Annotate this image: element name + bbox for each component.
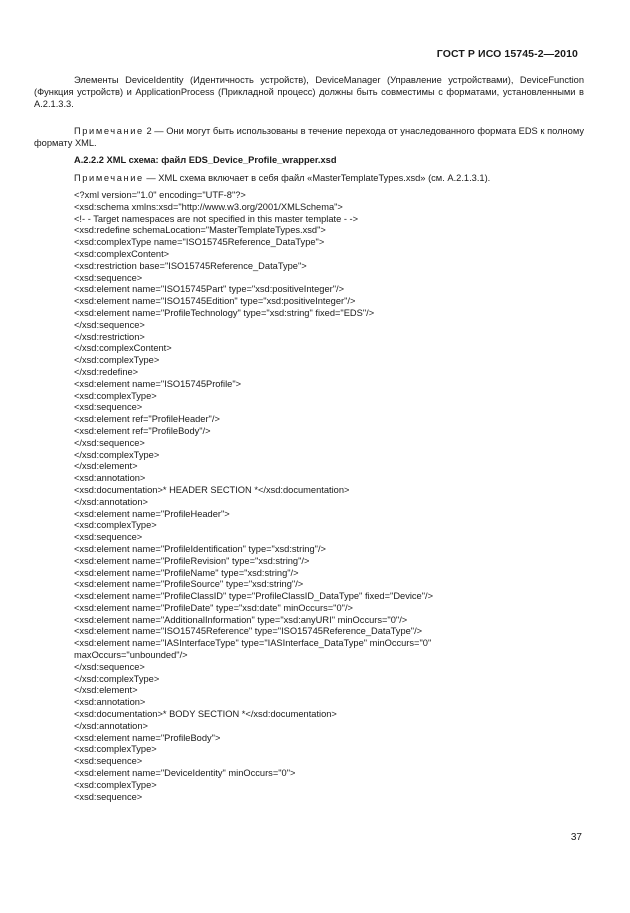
code-line: <xsd:element name="ProfileBody"> [74, 732, 221, 743]
code-line: <xsd:element ref="ProfileBody"/> [74, 425, 211, 436]
code-line: <xsd:restriction base="ISO15745Reference_DataType"> [74, 260, 307, 271]
code-line: <xsd:sequence> [74, 272, 143, 283]
note-1-label: Примечание [74, 126, 144, 136]
code-line: <xsd:element name="ProfileTechnology" type="xsd:string" fixed="EDS"/> [74, 307, 375, 318]
code-line: <xsd:schema xmlns:xsd="http://www.w3.org/2001/XMLSchema"> [74, 201, 343, 212]
code-line: <xsd:complexType> [74, 744, 157, 755]
code-line: <xsd:element name="IASInterfaceType" type="IASInterface_DataType" minOccurs="0" [74, 638, 432, 649]
code-line: <!- - Target namespaces are not specified in this master template - -> [74, 213, 359, 224]
code-line: <xsd:element name="ProfileName" type="xsd:string"/> [74, 567, 299, 578]
code-line: </xsd:sequence> [74, 661, 145, 672]
code-line: <xsd:element name="ProfileDate" type="xsd:date" minOccurs="0"/> [74, 602, 353, 613]
code-line: </xsd:complexType> [74, 449, 160, 460]
code-line: </xsd:sequence> [74, 319, 145, 330]
paragraph-1-text: Элементы DeviceIdentity (Идентичность устройств), DeviceManager (Управление устройствами), DeviceFunction (Функция устройств) и ApplicationProcess (Прикладной процесс) должны быть совместимы с форматами, установленными в А.2.1.3.3. [34, 75, 584, 110]
code-line: <xsd:element name="ProfileClassID" type="ProfileClassID_DataType" fixed="Device"/> [74, 591, 434, 602]
page-number: 37 [570, 832, 582, 843]
code-line: <xsd:element name="ProfileHeader"> [74, 508, 230, 519]
code-line: </xsd:restriction> [74, 331, 145, 342]
note-2 [74, 173, 490, 183]
note-1-text: 2 — Они могут быть использованы в течение перехода от унаследованного формата EDS к полному формату XML. [34, 126, 584, 149]
document-header: ГОСТ Р ИСО 15745-2—2010 [436, 48, 578, 60]
code-line: <xsd:element name="ProfileIdentification" type="xsd:string"/> [74, 543, 326, 554]
code-line: <xsd:element name="ISO15745Part" type="xsd:positiveInteger"/> [74, 284, 345, 295]
xml-code-listing [74, 190, 574, 803]
code-line: </xsd:complexType> [74, 355, 160, 366]
code-line: </xsd:complexType> [74, 673, 160, 684]
code-line: <xsd:sequence> [74, 532, 143, 543]
code-line: <xsd:sequence> [74, 402, 143, 413]
code-line: </xsd:complexContent> [74, 343, 172, 354]
code-line: maxOccurs="unbounded"/> [74, 650, 188, 661]
code-line: </xsd:element> [74, 685, 138, 696]
note-2-text: — XML схема включает в себя файл «MasterTemplateTypes.xsd» (см. А.2.1.3.1). [143, 173, 491, 183]
code-line: <xsd:complexType name="ISO15745Reference_DataType"> [74, 237, 325, 248]
code-line: <xsd:documentation>* HEADER SECTION *</xsd:documentation> [74, 484, 350, 495]
code-line: <xsd:element name="ISO15745Profile"> [74, 378, 242, 389]
code-line: </xsd:redefine> [74, 366, 139, 377]
code-line: </xsd:annotation> [74, 720, 148, 731]
code-line: <xsd:element name="ProfileRevision" type="xsd:string"/> [74, 555, 310, 566]
code-line: <xsd:complexContent> [74, 248, 170, 259]
code-line: <xsd:annotation> [74, 473, 146, 484]
code-line: <?xml version="1.0" encoding="UTF-8"?> [74, 190, 246, 200]
code-line: <xsd:sequence> [74, 756, 143, 767]
code-line: <xsd:sequence> [74, 791, 143, 802]
code-line: <xsd:element name="AdditionalInformation" type="xsd:anyURI" minOccurs="0"/> [74, 614, 408, 625]
code-line: </xsd:sequence> [74, 437, 145, 448]
code-line: <xsd:element name="ISO15745Reference" type="ISO15745Reference_DataType"/> [74, 626, 423, 637]
section-heading: А.2.2.2 XML схема: файл EDS_Device_Profile_wrapper.xsd [74, 155, 337, 165]
code-line: </xsd:annotation> [74, 496, 148, 507]
code-line: <xsd:element name="ISO15745Edition" type="xsd:positiveInteger"/> [74, 296, 356, 307]
code-line: <xsd:element name="DeviceIdentity" minOccurs="0"> [74, 768, 296, 779]
note-2-label: Примечание [74, 173, 144, 183]
code-line: <xsd:complexType> [74, 390, 157, 401]
code-line: <xsd:element name="ProfileSource" type="xsd:string"/> [74, 579, 304, 590]
code-line: <xsd:complexType> [74, 779, 157, 790]
code-line: <xsd:annotation> [74, 697, 146, 708]
code-line: <xsd:element ref="ProfileHeader"/> [74, 414, 220, 425]
paragraph-1 [34, 74, 584, 111]
code-line: <xsd:redefine schemaLocation="MasterTemplateTypes.xsd"> [74, 225, 326, 236]
code-line: <xsd:documentation>* BODY SECTION *</xsd:documentation> [74, 709, 337, 720]
code-line: <xsd:complexType> [74, 520, 157, 531]
code-line: </xsd:element> [74, 461, 138, 472]
note-1 [34, 125, 584, 149]
